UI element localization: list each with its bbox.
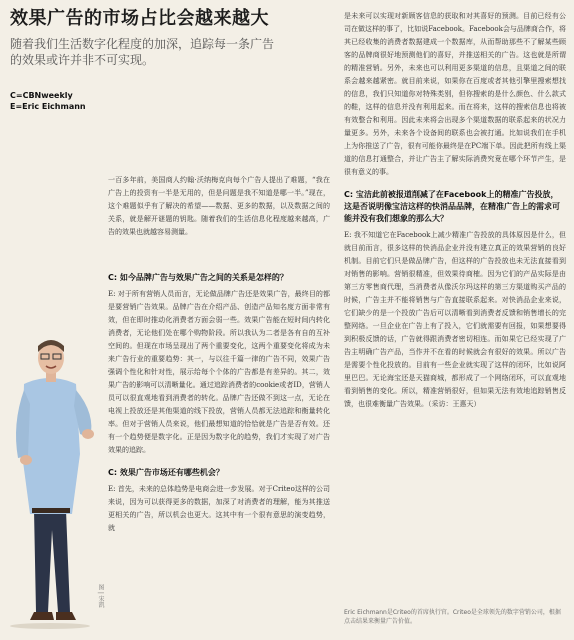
- right-column: [344, 10, 566, 421]
- portrait-photo: [4, 334, 104, 630]
- answer-3: E: 我不知道它在Facebook上减少精准广告投放的具体原因是什么，但就目前而言，很多这样的快消品企业并没有建立真正的效果营销的良好机制。目前它们只是做品牌广告，但这样的广告投放也未无法直接看到对销售的影响。营销很精准，但效果待商榷。因为它们的产品实际是由第三方零售商代理，当消费者从像沃尔玛这样的第三方渠道购买产品的时候，广告主并不能将销售与广告直接联系起来。对快消品企业来说，它们缺少的是一个投放广告后可以清晰看到消费者反馈和销售增长的完整网络。一旦企业在广告上有了投入，它们就需要有回报，如果想要得到积极反馈的话，广告就得跟消费者密切相连。而如果它已经实现了广告主明确广告产品，当作并不在看的时候就会有很好的效果。所以广告是需要个性化投放的。目前有一些企业就实现了这样的闭环，比如说阿里巴巴。无论海宝还是天猫商城，都形成了一个网络闭环，可以直观地看到销售的变化。所以，精准营销很好，但如果无法有效地追踪销售反馈，也很难衡量广告效果。（采访：王惠天）: [344, 231, 566, 408]
- left-column-header: [10, 8, 332, 112]
- qa-column-left: [108, 272, 330, 545]
- credit-interviewer: C=CBNweekly: [10, 91, 73, 100]
- credit-interviewee: E=Eric Eichmann: [10, 102, 86, 111]
- interview-credits: [10, 90, 332, 112]
- answer-2-continued: 是未来可以实现对新顾客信息的获取和对其喜好的预测。目前已经有公司在做这样的事了，比如说Facebook。Facebook会与品牌商合作，将其已经收集的消费者数据建成一个数据库，从而帮助那些不了解某些顾客的品牌商很好地预测他们的喜好，并推送相关的广告。这也就是所谓的精准营销。另外，未来也可以利用更多渠道的信息，且渠道之间的联系会越来越紧密。就目前来说，如果你在百度或者其他引擎里搜索想找的信息，我们只知道你对特殊类别，但你搜索的是什么颜色、什么款式的鞋，这样的信息并没有利用起来。而在将来，这样的搜索信息也将被有效整合和利用。因此未来将会出现多个渠道数据的联系起来的状况力量更多。另外，未来各个设备间的联系也会被打通。比如说我们在手机上为你推送了广告，很有可能你最终是在PC端下单。因此把所有线上渠道的信息打通整合，并让广告主了解实际消费究竟在哪个环节产生，是很有意义的事。: [344, 12, 566, 176]
- question-3: C: 宝洁此前被报道削减了在Facebook上的精准广告投放，这是否说明像宝洁这样的快消品品牌，在精准广告上的需求可能并没有我们想象的那么大？: [344, 190, 560, 223]
- author-footnote: Eric Eichmann是Criteo的首席执行官。Criteo是全球领先的数字营销公司，根据点击结果来衡量广告价值。: [344, 609, 561, 625]
- question-1: C: 如今品牌广告与效果广告之间的关系是怎样的？: [108, 273, 288, 282]
- intro-paragraph: 一百多年前，美国商人约翰·沃纳梅克向每个广告人提出了难题，“我在广告上的投资有一半是无用的，但是问题是我不知道是哪一半。”现在，这个难题似乎有了解决的希望——数据、更多的数据，以及数据之间的关系，就是解开谜题的钥匙。随着我们的生活信息化程度越来越高，广告的效果也就越容易测量。: [108, 176, 330, 236]
- question-2: C: 效果广告市场还有哪些机会？: [108, 468, 224, 477]
- photo-credit: 图 | 宋凯: [97, 584, 104, 608]
- answer-1: E: 对于所有营销人员而言，无论做品牌广告还是效果广告，最终目的都是要营销广告效果。品牌广告在介绍产品、创造产品知名度方面非常有效，但在即时推动化消费者方面会弱一些。效果广告能在短时间内转化消费者，无论他们处在哪个购物阶段。所以我认为二者是各有自的互补空间的。但现在市场呈现出了两个重要变化，这两个重要变化将成为未来广告行业的重要趋势：其一，与以往千篇一律的广告不同，效果广告强调个性化和针对性，展示给每个个体的广告都是有差异的。其二，效果广告的影响可以清晰量化。通过追踪消费者的cookie或者ID，营销人员可以很直观地看到消费者的转化。品牌广告还做不到这一点，无论在电视上投放还是其他渠道的线下投放，营销人员都无法追踪和衡量转化率。但对于营销人员来说，他们最想知道的恰恰就是广告是否有效。还有一个趋势便是数字化。正是因为数字化的趋势，我们才实现了对广告效果的追踪。: [108, 290, 330, 454]
- article-title: 效果广告的市场占比会越来越大: [10, 8, 269, 29]
- article-subtitle: 随着我们生活数字化程度的加深，追踪每一条广告的效果或许并非不可实现。: [10, 37, 275, 67]
- answer-2: E: 首先，未来的总体趋势是电商会进一步发展。对于Criteo这样的公司来说，因为可以获得更多的数据，加深了对消费者的理解，能为其推送更相关的广告，所以机会也更大。这其中有一个很有意思的演变趋势，就: [108, 485, 330, 532]
